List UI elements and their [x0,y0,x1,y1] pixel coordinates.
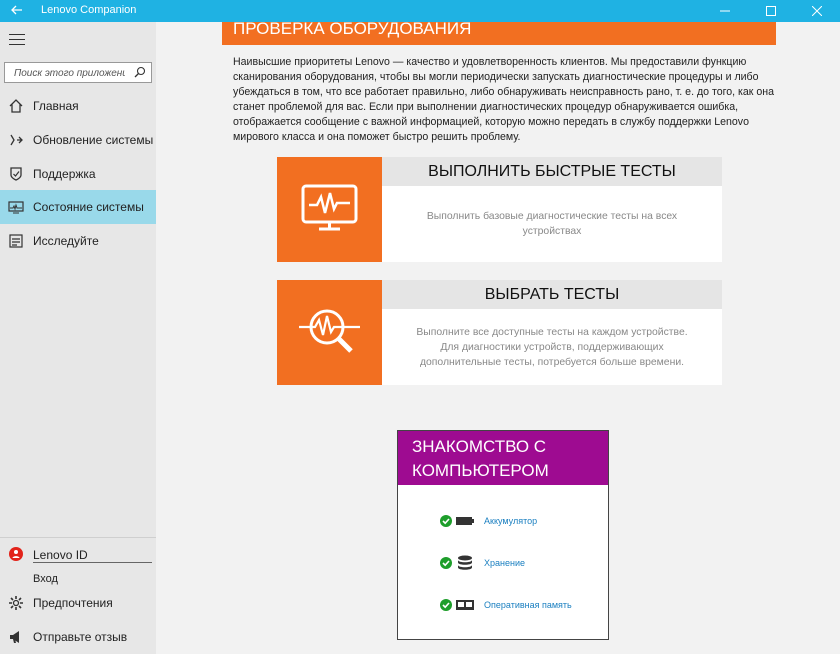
quick-tests-tile [277,157,382,262]
gear-icon [8,595,24,611]
sidebar-item-label: Состояние системы [33,200,144,214]
sidebar-item-system-health[interactable] [0,190,156,224]
sidebar-item-explore[interactable] [0,224,156,258]
storage-icon [455,555,475,571]
check-icon [440,557,452,569]
monitor-icon [8,199,24,215]
sidebar-item-label: Поддержка [33,167,96,181]
know-your-pc-header [398,431,608,485]
sidebar-item-label: Предпочтения [33,596,113,610]
storage-link[interactable]: Хранение [484,558,525,568]
login-link[interactable]: Вход [33,573,58,585]
know-your-pc-panel [397,430,609,640]
search-icon[interactable] [134,66,146,78]
sidebar-item-label: Отправьте отзыв [33,630,128,644]
search-box [4,62,152,83]
memory-icon [455,597,475,613]
sidebar-item-label: Главная [33,99,79,113]
lenovo-id-label: Lenovo ID [33,548,88,562]
maximize-icon [766,6,776,16]
select-tests-tile [277,280,382,385]
intro-text: Наивысшие приоритеты Lenovo — качество и удовлетворенность клиентов. Мы предоставили функцию сканирования оборудования, чтобы вы могли периодически запускать диагностические процедуры и либо убеждаться в том, что все работает правильно, либо обнаруживать неисправность рано, т. е. до того, как она станет проблемой для вас. Если при выполнении диагностических процедур обнаруживается ошибка, отображается сообщение с важной информацией, которую можно передать в службу поддержки Lenovo мирового класса и она поможет быстро решить проблему. [233,56,774,143]
lenovo-id-icon [9,547,23,561]
check-icon [440,515,452,527]
close-button[interactable] [794,0,840,22]
lenovo-id-field[interactable] [0,543,156,565]
battery-link[interactable]: Аккумулятор [484,516,538,526]
know-your-pc-title-line1: ЗНАКОМСТВО С [412,437,547,456]
sidebar-item-support[interactable] [0,157,156,191]
minimize-icon [720,6,730,16]
memory-link[interactable]: Оперативная память [484,600,572,610]
sidebar-item-feedback[interactable] [0,620,156,654]
home-icon [8,98,24,114]
feedback-icon [8,629,24,645]
support-icon [8,166,24,182]
sync-icon [8,132,24,148]
explore-icon [8,233,24,249]
sidebar [0,22,156,654]
magnifier-pulse-icon [297,300,362,365]
title-bar [0,0,840,22]
quick-tests-description: Выполнить базовые диагностические тесты на всех устройствах [426,211,678,237]
close-icon [812,6,822,16]
select-tests-card[interactable] [277,280,722,385]
sidebar-item-label: Обновление системы [33,133,154,147]
check-icon [440,599,452,611]
hamburger-menu-icon[interactable] [9,34,25,46]
select-tests-description: Выполните все доступные тесты на каждом устройстве. Для диагностики устройств, поддерживающих дополнительные тесты, потребуется больше времени. [416,326,688,368]
maximize-button[interactable] [748,0,794,22]
quick-tests-title: ВЫПОЛНИТЬ БЫСТРЫЕ ТЕСТЫ [382,157,722,186]
main-content [156,22,840,654]
know-your-pc-title-line2: КОМПЬЮТЕРОМ [412,461,549,480]
sidebar-item-system-update[interactable] [0,123,156,157]
minimize-button[interactable] [702,0,748,22]
section-title: ПРОВЕРКА ОБОРУДОВАНИЯ [222,22,776,45]
sidebar-item-label: Исследуйте [33,234,99,248]
battery-icon [455,513,475,529]
lenovo-id-underline [33,562,152,563]
quick-tests-card[interactable] [277,157,722,262]
back-arrow-icon[interactable] [10,3,24,17]
sidebar-item-home[interactable] [0,89,156,123]
sidebar-divider [0,537,156,538]
monitor-pulse-icon [297,177,362,242]
search-input[interactable] [5,64,125,83]
select-tests-title: ВЫБРАТЬ ТЕСТЫ [382,280,722,309]
sidebar-item-preferences[interactable] [0,586,156,620]
app-title: Lenovo Companion [41,4,137,16]
